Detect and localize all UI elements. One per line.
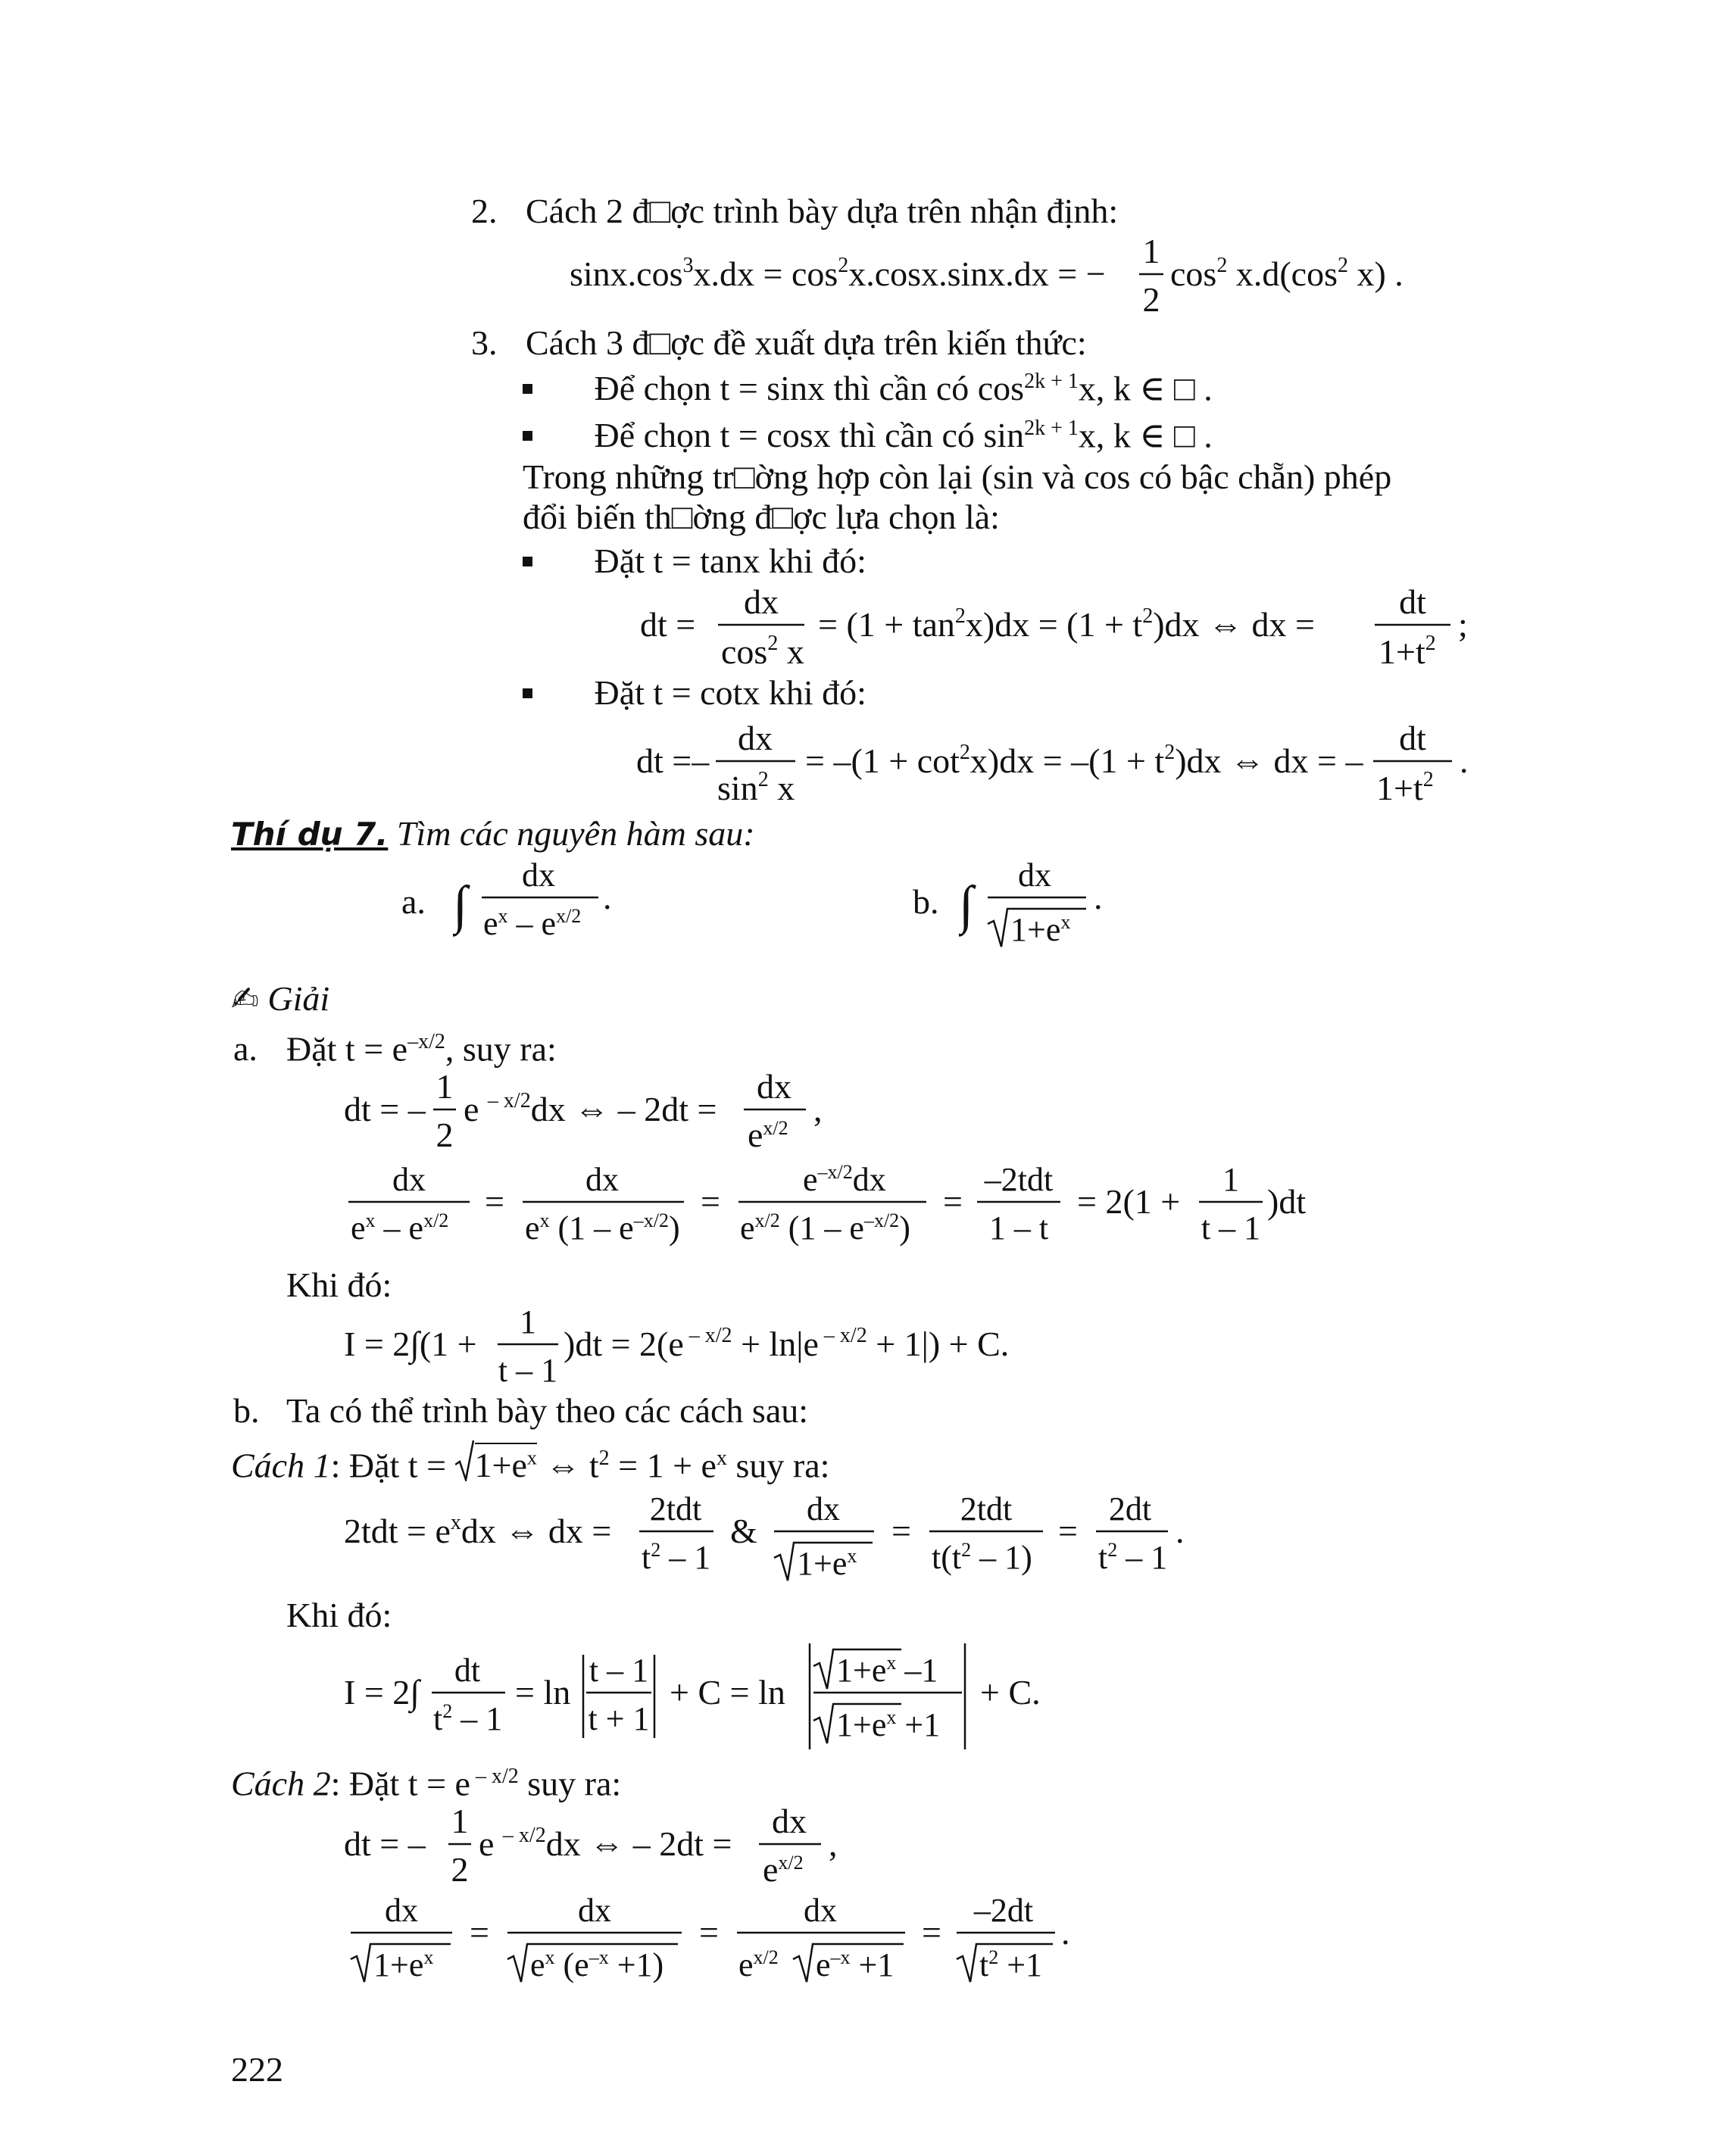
svg-text:dt = –: dt = – [344,1090,426,1128]
solution-title: Giải [267,979,330,1018]
bullet-cosx: Để chọn t = cosx thì cần có $\sin^{2k + 1}x$, k ∈ □ . [523,418,1213,453]
svg-text:)dt: )dt [1267,1182,1307,1221]
svg-text:1+t2: $1+t^2$ [1378,632,1436,671]
formula-example-a [453,854,635,953]
example-prompt: Tìm các nguyên hàm sau: [396,814,755,853]
svg-text:= ln: = ln [515,1673,571,1712]
svg-text:∫: ∫ [453,876,468,935]
svg-text:.: . [1460,741,1469,780]
formula-cot [632,718,1481,816]
svg-text:cos2 x: $\cos^2 x$ [721,632,804,671]
example-b-label: b. [913,882,939,921]
svg-text:1+ex +1: $1+e^x +1$ [836,1706,941,1743]
svg-text:t – 1: t – 1 [589,1652,649,1689]
cach-2-label: Cách 2 [231,1764,331,1803]
solution-a-label: a. [233,1029,258,1068]
formula-tan [636,582,1485,680]
svg-text:=: = [470,1913,489,1952]
svg-text:=: = [943,1182,963,1221]
svg-text:ex/2 (1 – e–x/2): $e^{x/2}$ $(1 - e^{-x/2})$ [740,1209,910,1247]
bullet-tan: Đặt t = tanx khi đó: [523,544,866,579]
example-heading [231,816,755,851]
item-2-number: 2. [471,192,498,230]
svg-text:dx: dx [772,1802,807,1840]
svg-text:dx: dx [578,1892,611,1929]
solution-b-label: b. [233,1391,260,1430]
formula-a-eq2 [345,1159,1329,1257]
svg-text:+ C = ln: + C = ln [670,1673,785,1712]
svg-text:t(t2 – 1): $t(t^2 - 1)$ [932,1539,1032,1576]
svg-text:ex/2: $e^{x/2}$ [763,1850,804,1889]
svg-text:ex (1 – e–x/2): $e^x$ $(1 - e^{-x/2})$ [525,1209,680,1247]
svg-text:1: 1 [1142,232,1160,270]
svg-text:.: . [1176,1512,1185,1550]
bullet-cot: Đặt t = cotx khi đó: [523,676,866,710]
svg-text:t2 +1: $t^2 +1$ [979,1946,1043,1983]
svg-text:=: = [699,1913,719,1952]
svg-text:dt: dt [454,1652,481,1689]
svg-text:=: = [922,1913,941,1952]
svg-text:t – 1: t – 1 [498,1352,558,1389]
svg-text:dt = –: dt = – [344,1824,426,1863]
svg-text:e – x/2dx ⇔ – 2dt =: e $^{- x/2}$dx ⇔ – 2dt = [464,1089,717,1128]
svg-text:dx: dx [807,1490,840,1528]
svg-text:I = 2∫(1 +: I = 2∫(1 + [344,1325,477,1363]
svg-text:dx: dx [385,1892,418,1929]
svg-text:.: . [603,878,612,916]
svg-text:dx: dx [738,719,773,757]
cach-1-line: Cách 1: Đặt t = $1+e^x$ ⇔ $t^2 = 1 + e^x$ suy ra: [231,1448,829,1483]
bullet-square-icon [523,557,532,566]
paragraph-line-1: Trong những tr□ờng hợp còn lại (sin và cos có bậc chẵn) phép [523,457,1392,496]
svg-text:.: . [1061,1913,1070,1952]
svg-text:–2tdt: –2tdt [984,1161,1054,1198]
svg-text:e – x/2dx ⇔ – 2dt =: e $^{- x/2}$dx ⇔ – 2dt = [479,1824,732,1863]
formula-b-eq2 [342,1636,1069,1765]
svg-text:1: 1 [451,1802,469,1840]
svg-text:dt =: dt = [640,605,696,644]
example-title: Thí dụ 7. [231,816,389,853]
svg-text:1+ex: $1+e^x$ [373,1946,434,1983]
svg-text:dx: dx [804,1892,837,1929]
svg-text:,: , [813,1090,823,1128]
svg-text:sinx.cos3x.dx = cos2x.cosx.sin: $\sin x.\cos^3x.dx = \cos^2x.\cos x.\sin x.dx$ = − [570,254,1106,293]
svg-text:=: = [701,1182,720,1221]
svg-text:=: = [891,1512,911,1550]
svg-text:2: 2 [451,1850,469,1889]
svg-text:ex/2: $e^{x/2}$ [738,1946,779,1983]
svg-text:dt: dt [1399,719,1426,757]
svg-text:1: 1 [436,1067,454,1106]
svg-text:)dt = 2(e – x/2 + ln|e – x/2 +: )dt = 2(e $^{- x/2}$ + ln|e $^{- x/2}$ + 1|) + C. [564,1324,1010,1363]
svg-text:1+ex: $1+e^x$ [1010,911,1071,948]
svg-text:dx: dx [744,582,779,621]
svg-text:,: , [829,1824,838,1863]
cach-1-label: Cách 1 [231,1446,331,1485]
svg-text:2dt: 2dt [1108,1490,1152,1528]
svg-text:2tdt = exdx ⇔ dx =: $2tdt = e^xdx$ ⇔ dx = [344,1511,612,1550]
bullet-square-icon [523,384,532,394]
svg-text:cos2 x.d(cos2 x) .: $\cos^2 x.d(\cos^2$ x) . [1170,254,1403,293]
svg-text:1+t2: $1+t^2$ [1376,768,1434,807]
example-a-label: a. [401,882,426,921]
svg-text:= 2(1 +: = 2(1 + [1077,1182,1181,1221]
bullet-square-icon [523,431,532,441]
item-3-number: 3. [471,323,498,362]
formula-b-eq3 [342,1801,873,1899]
svg-text:ex – ex/2: $e^x - e^{x/2}$ [351,1209,449,1247]
svg-text:.: . [1094,878,1103,916]
item-3-text: Cách 3 đ□ợc đề xuất dựa trên kiến thức: [526,323,1087,362]
svg-text:e–x/2dx: $e^{-x/2}dx$ [803,1161,886,1198]
writing-hand-icon: ✍ [231,980,259,1019]
svg-text:dt =–: dt =– [636,741,710,780]
svg-text:sin2 x: $\sin^2 x$ [717,768,795,807]
svg-text:ex/2: $e^{x/2}$ [748,1116,788,1154]
svg-text:t2 – 1: $t^2 - 1$ [642,1539,711,1576]
svg-text:t2 – 1: $t^2 - 1$ [433,1700,503,1737]
svg-text:=: = [1058,1512,1078,1550]
svg-text:∫: ∫ [959,876,974,935]
svg-text:;: ; [1458,605,1468,644]
svg-text:ex – ex/2: $e^x - e^{x/2}$ [483,905,582,942]
svg-text:dx: dx [1018,857,1051,894]
svg-text:dx: dx [757,1067,792,1106]
svg-text:+ C.: + C. [980,1673,1041,1712]
svg-text:&: & [730,1512,757,1550]
svg-text:dt: dt [1399,582,1426,621]
cach-2-line: Cách 2: Đặt t = e $^{- x/2}$ suy ra: [231,1764,622,1803]
formula-b-eq1 [342,1488,1206,1602]
item-2-text: Cách 2 đ□ợc trình bày dựa trên nhận định: [526,192,1119,230]
svg-text:dx: dx [392,1161,426,1198]
svg-text:1: 1 [520,1303,536,1340]
solution-a-intro: Đặt $t = e^{-x/2}$, suy ra: [286,1029,557,1069]
svg-text:1 – t: 1 – t [988,1209,1049,1247]
svg-text:e–x +1: $e^{-x} +1$ [816,1946,895,1983]
svg-text:= –(1 + cot2x)dx = –(1 + t2)dx: = $-(1 + \cot^2x)dx = -(1 + t^2)dx$ ⇔ dx = – [805,741,1363,780]
svg-text:t – 1: t – 1 [1201,1209,1261,1247]
svg-text:= (1 + tan2x)dx = (1 + t2)dx ⇔: = $(1 + \tan^2x)dx = (1 + t^2)dx$ ⇔ dx = [818,604,1315,644]
svg-text:t + 1: t + 1 [588,1700,650,1737]
solution-b-intro: Ta có thể trình bày theo các cách sau: [286,1391,809,1430]
formula-a-eq1 [342,1066,873,1165]
svg-text:2: 2 [436,1116,454,1154]
bullet-square-icon [523,688,532,698]
svg-text:ex (e–x +1): $e^x$ $(e^{-x} +1)$ [530,1946,664,1983]
sqrt-expression: $1+e^x$ [455,1448,537,1483]
svg-text:=: = [485,1182,504,1221]
formula-example-b [959,854,1110,960]
solution-heading [231,979,330,1019]
svg-text:dx: dx [585,1161,619,1198]
svg-text:1: 1 [1222,1161,1239,1198]
svg-text:I = 2∫: I = 2∫ [344,1673,420,1712]
formula-item-2 [568,231,1432,322]
svg-text:1+ex –1: $1+e^x$ –1 [836,1652,938,1689]
svg-text:2tdt: 2tdt [649,1490,702,1528]
formula-a-eq3 [342,1301,1069,1400]
page-number: 222 [231,2050,283,2089]
formula-b-eq4 [345,1890,1102,2003]
svg-text:2tdt: 2tdt [960,1490,1013,1528]
svg-text:2: 2 [1142,280,1160,319]
paragraph-line-2: đổi biến th□ờng đ□ợc lựa chọn là: [523,498,1000,536]
svg-text:t2 – 1: $t^2 - 1$ [1098,1539,1168,1576]
svg-text:–2dt: –2dt [973,1892,1034,1929]
svg-text:dx: dx [522,857,555,894]
bullet-sinx: Để chọn t = sinx thì cần có $\cos^{2k + 1}x$, k ∈ □ . [523,371,1213,406]
khi-do-2: Khi đó: [286,1596,392,1634]
khi-do-1: Khi đó: [286,1265,392,1304]
svg-text:1+ex: $1+e^x$ [797,1545,857,1582]
